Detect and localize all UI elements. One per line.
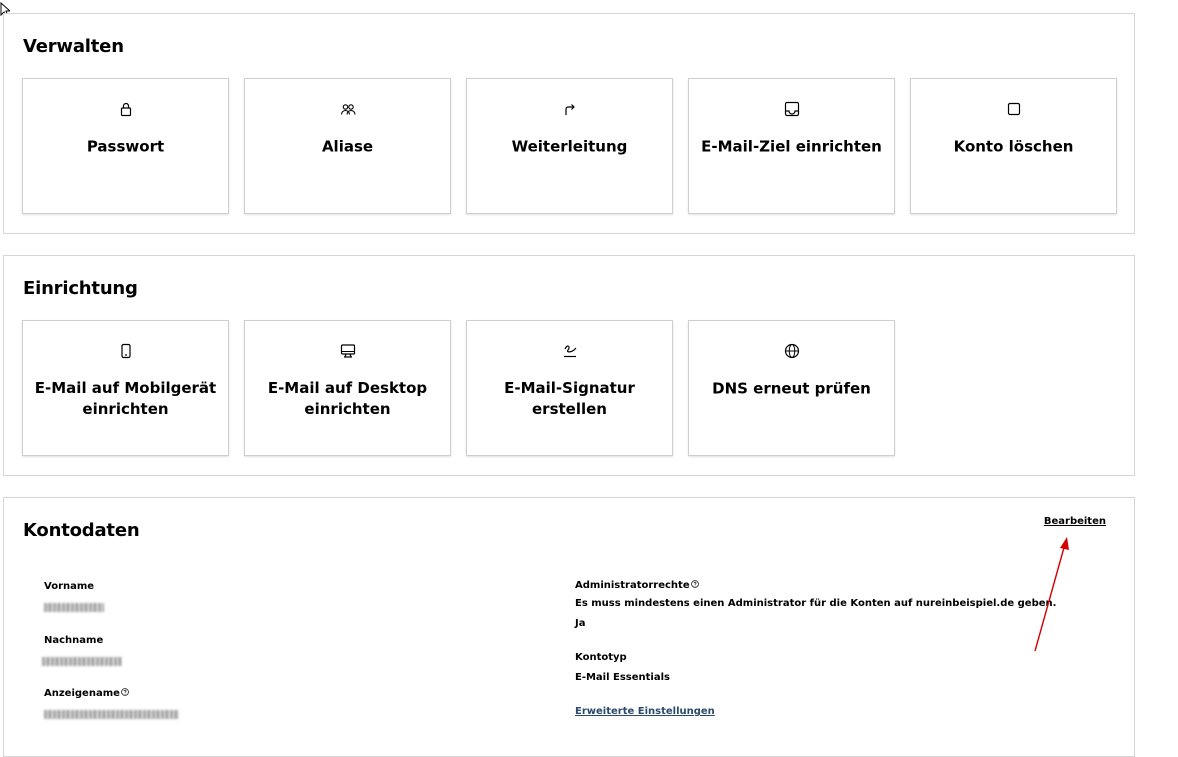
signature-tile[interactable] (466, 320, 673, 456)
email-target-label: E-Mail-Ziel einrichten (701, 137, 882, 156)
delete-account-tile[interactable] (910, 78, 1117, 214)
setup-title: Einrichtung (23, 278, 138, 299)
dns-check-label: DNS erneut prüfen (712, 379, 871, 398)
help-icon[interactable] (121, 688, 129, 696)
inbox-icon (784, 101, 800, 117)
manage-section (3, 13, 1135, 234)
display-name-field-label (44, 688, 129, 699)
admin-rights-field-label (575, 580, 699, 591)
lock-icon (118, 101, 134, 117)
users-icon (340, 101, 356, 117)
help-icon[interactable] (691, 580, 699, 588)
account-type-label: Kontotyp (575, 652, 627, 663)
mobile-setup-label: E-Mail auf Mobilgerät einrichten (34, 379, 217, 418)
desktop-setup-tile[interactable] (244, 320, 451, 456)
delete-account-label: Konto löschen (953, 137, 1074, 156)
setup-section (3, 255, 1135, 476)
display-name-value-redacted (44, 710, 179, 719)
account-title: Kontodaten (23, 520, 140, 541)
admin-rights-label: Administratorrechte (575, 580, 690, 591)
first-name-value-redacted (44, 603, 104, 612)
last-name-value-redacted (42, 657, 122, 666)
account-section (3, 497, 1135, 757)
advanced-settings-link[interactable]: Erweiterte Einstellungen (575, 706, 715, 717)
dns-check-tile[interactable] (688, 320, 895, 456)
aliases-tile[interactable] (244, 78, 451, 214)
annotation-arrow (1030, 534, 1075, 656)
signature-label: E-Mail-Signatur erstellen (504, 379, 635, 418)
display-name-label: Anzeigename (44, 688, 120, 699)
edit-button[interactable]: Bearbeiten (1043, 516, 1106, 527)
mobile-setup-tile[interactable] (22, 320, 229, 456)
admin-note: Es muss mindestens einen Administrator für die Konten auf nureinbeispiel.de geben. (575, 598, 1057, 609)
forwarding-label: Weiterleitung (511, 137, 628, 156)
forwarding-tile[interactable] (466, 78, 673, 214)
signature-icon (562, 343, 578, 359)
forward-arrow-icon (562, 101, 578, 117)
square-icon (1006, 101, 1022, 117)
email-target-tile[interactable] (688, 78, 895, 214)
desktop-icon (340, 343, 356, 359)
desktop-setup-label: E-Mail auf Desktop einrichten (267, 379, 428, 418)
mobile-icon (118, 343, 134, 359)
aliases-label: Aliase (321, 137, 374, 156)
password-tile[interactable] (22, 78, 229, 214)
account-type-value: E-Mail Essentials (575, 672, 670, 683)
password-label: Passwort (86, 137, 165, 156)
admin-value: Ja (575, 618, 586, 629)
manage-title: Verwalten (23, 36, 124, 57)
globe-icon (784, 343, 800, 359)
first-name-label: Vorname (44, 581, 95, 592)
last-name-label: Nachname (44, 635, 104, 646)
